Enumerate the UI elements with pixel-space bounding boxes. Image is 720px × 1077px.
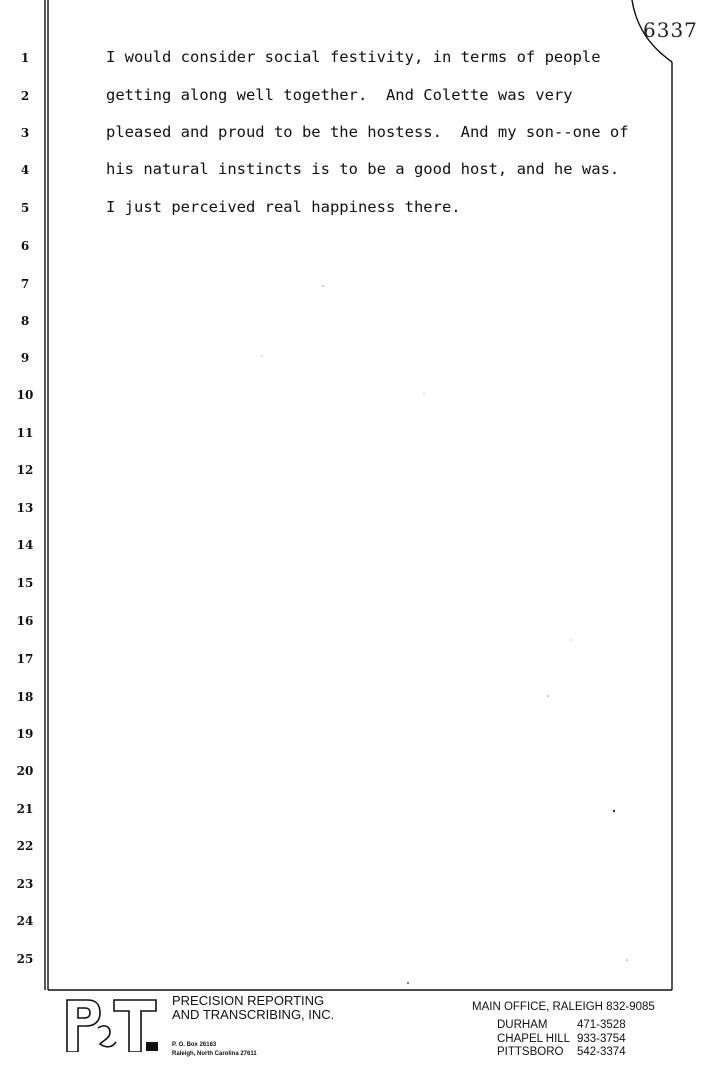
main-office-phone: MAIN OFFICE, RALEIGH 832-9085 [472,1001,655,1013]
phone-row [497,1033,626,1047]
phone-number: 933-3754 [577,1032,626,1045]
line-number: 23 [16,877,34,891]
line-number: 13 [16,501,34,515]
line-number: 17 [16,652,34,666]
company-name-line: AND TRANSCRIBING, INC. [172,1007,335,1022]
line-number: 11 [16,426,34,440]
line-number: 19 [16,727,34,741]
testimony-line: his natural instincts is to be a good host, and he was. [106,160,620,178]
line-number: 1 [20,51,30,65]
company-logo [64,996,160,1052]
line-number: 18 [16,690,34,704]
phone-row [497,1046,626,1060]
testimony-line: I just perceived real happiness there. [106,198,461,216]
line-number: 20 [16,764,34,778]
line-number: 2 [20,89,30,103]
branch-phone-list [497,1019,626,1060]
testimony-line: I would consider social festivity, in terms of people [106,48,601,66]
line-number: 3 [20,126,30,140]
page-number: 6337 [643,18,698,42]
line-number: 6 [20,239,30,253]
line-number: 9 [20,351,30,365]
phone-row [497,1019,626,1033]
address-line: P. O. Box 26163 [172,1042,217,1048]
line-number: 16 [16,614,34,628]
phone-number: 542-3374 [577,1046,626,1058]
footer [0,990,720,1077]
phone-number: 471-3528 [577,1019,626,1031]
line-number: 15 [16,576,34,590]
line-number: 4 [20,163,30,177]
line-number: 24 [16,914,34,928]
phone-city: CHAPEL HILL [497,1032,571,1045]
line-number: 22 [16,839,34,853]
phone-city: DURHAM [497,1019,548,1031]
testimony-line: pleased and proud to be the hostess. And my son--one of [106,123,629,141]
line-number: 12 [16,463,34,477]
company-name-line: PRECISION REPORTING [172,993,325,1008]
line-number: 25 [16,952,34,966]
line-number: 8 [20,314,30,328]
line-number: 10 [16,388,34,402]
company-address [172,1041,257,1059]
address-line: Raleigh, North Carolina 27611 [172,1051,257,1057]
line-number: 14 [16,538,34,552]
phone-city: PITTSBORO [497,1046,564,1058]
line-number: 21 [16,802,34,816]
company-name [172,994,334,1022]
line-number: 7 [20,277,30,291]
line-number: 5 [20,201,30,215]
testimony-line: getting along well together. And Colette was very [106,86,573,104]
